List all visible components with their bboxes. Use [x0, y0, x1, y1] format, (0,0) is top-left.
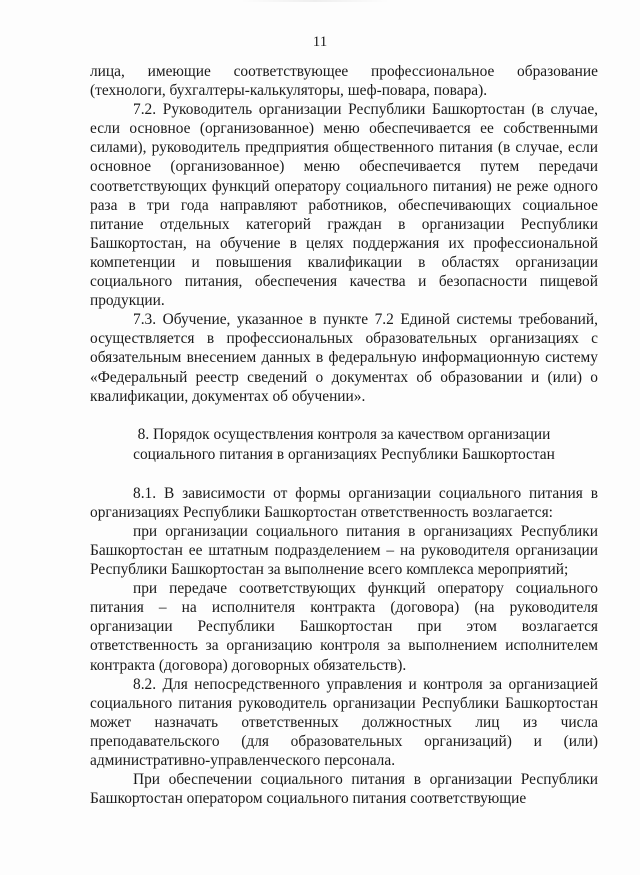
paragraph-8-1-operator: при передаче соответствующих функций оператору социального питания – на исполнителя контракта (договора) (на руководителя организации Республики Башкортостан при этом возлагается ответственность за организацию контроля за выполнением исполнителем контракта (договора) договорных обязательств). [90, 580, 598, 674]
paragraph-continuation: лица, имеющие соответствующее профессиональное образование (технологи, бухгалтеры-калькуляторы, шеф-повара, повара). [90, 63, 598, 100]
paragraph-8-2: 8.2. Для непосредственного управления и контроля за организацией социального питания руководитель организации Республики Башкортостан может назначать ответственных должностных лиц из числа преподавательского (для образовательных организаций) и (или) административно-управленческого персонала. [90, 675, 598, 769]
section-gap [90, 465, 598, 484]
paragraph-8-1: 8.1. В зависимости от формы организации социального питания в организациях Республики Башкортостан ответственность возлагается: [90, 484, 598, 521]
paragraph-7-2: 7.2. Руководитель организации Республики Башкортостан (в случае, если основное (организованное) меню обеспечивается ее собственными силами), руководитель предприятия общественного питания (в случае, если основное (организованное) меню обеспечивается путем передачи соответствующих функций оператору социального питания) не реже одного раза в три года направляют работников, обеспечивающих социальное питание отдельных категорий граждан в организации Республики Башкортостан, на обучение в целях поддержания их профессиональной компетенции и повышения квалификации в областях организации социального питания, обеспечения качества и безопасности пищевой продукции. [90, 101, 598, 310]
paragraph-8-2-operator: При обеспечении социального питания в организации Республики Башкортостан оператором социального питания соответствующие [90, 771, 598, 808]
scan-artifact [240, 0, 390, 2]
page-number: 11 [312, 34, 328, 50]
document-body [90, 62, 598, 808]
paragraph-8-1-staff: при организации социального питания в организациях Республики Башкортостан ее штатным подразделением – на руководителя организации Республики Башкортостан за выполнение всего комплекса мероприятий; [90, 522, 598, 579]
section-heading-line-1: 8. Порядок осуществления контроля за качеством организации [137, 425, 551, 443]
section-heading-line-2: социального питания в организациях Республики Башкортостан [133, 445, 555, 463]
paragraph-7-3: 7.3. Обучение, указанное в пункте 7.2 Единой системы требований, осуществляется в профессиональных образовательных организациях с обязательным внесением данных в федеральную информационную систему «Федеральный реестр сведений о документах об образовании и (или) о квалификации, документах об обучении». [90, 311, 598, 405]
section-heading-8 [90, 425, 598, 465]
